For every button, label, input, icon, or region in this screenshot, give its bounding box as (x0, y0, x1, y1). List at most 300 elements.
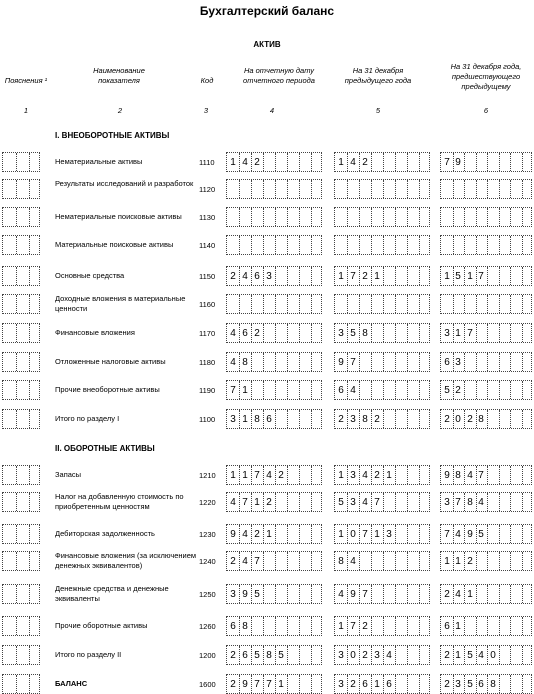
cell-separator (275, 410, 276, 428)
notes-cells[interactable] (2, 524, 40, 544)
cell-separator (407, 353, 408, 371)
cell-separator (299, 646, 300, 664)
previous-year-cells[interactable] (334, 492, 430, 512)
cell-separator (487, 295, 488, 313)
current-period-cells[interactable] (226, 352, 322, 372)
cell-digit: 2 (230, 271, 236, 282)
current-period-cells[interactable] (226, 323, 322, 343)
cell-separator (487, 236, 488, 254)
cell-separator (499, 180, 500, 198)
cell-separator (419, 646, 420, 664)
cell-digit: 1 (242, 385, 248, 396)
cell-digit: 3 (455, 679, 461, 690)
cell-separator (499, 324, 500, 342)
cell-separator (299, 267, 300, 285)
cell-separator (359, 236, 360, 254)
cell-separator (510, 675, 511, 693)
row-code: 1170 (199, 329, 216, 338)
cell-separator (16, 353, 17, 371)
cell-separator (359, 552, 360, 570)
cell-separator (16, 617, 17, 635)
current-period-cells[interactable] (226, 409, 322, 429)
cell-separator (359, 353, 360, 371)
cell-separator (499, 410, 500, 428)
cell-separator (419, 585, 420, 603)
year-before-previous-cells[interactable] (440, 266, 532, 286)
cell-digit: 4 (230, 357, 236, 368)
cell-separator (383, 267, 384, 285)
current-period-cells[interactable] (226, 235, 322, 255)
cell-separator (287, 675, 288, 693)
year-before-previous-cells[interactable] (440, 409, 532, 429)
cell-separator (419, 410, 420, 428)
cell-separator (287, 236, 288, 254)
cell-digit: 2 (374, 414, 380, 425)
row-code: 1120 (199, 185, 216, 194)
notes-cells[interactable] (2, 266, 40, 286)
cell-separator (239, 208, 240, 226)
year-before-previous-cells[interactable] (440, 551, 532, 571)
cell-digit: 4 (362, 470, 368, 481)
cell-separator (510, 617, 511, 635)
cell-digit: 7 (242, 497, 248, 508)
row-code: 1150 (199, 272, 216, 281)
previous-year-cells[interactable] (334, 465, 430, 485)
cell-digit: 9 (350, 589, 356, 600)
cell-separator (16, 208, 17, 226)
cell-separator (311, 585, 312, 603)
cell-digit: 7 (362, 589, 368, 600)
cell-digit: 1 (374, 271, 380, 282)
cell-separator (29, 295, 30, 313)
cell-separator (311, 267, 312, 285)
cell-separator (263, 153, 264, 171)
cell-separator (510, 180, 511, 198)
notes-cells[interactable] (2, 152, 40, 172)
cell-separator (287, 353, 288, 371)
previous-year-cells[interactable] (334, 616, 430, 636)
previous-year-cells[interactable] (334, 352, 430, 372)
cell-separator (522, 353, 523, 371)
cell-digit: 2 (230, 556, 236, 567)
cell-separator (407, 585, 408, 603)
cell-separator (383, 552, 384, 570)
year-before-previous-cells[interactable] (440, 323, 532, 343)
row-code: 1210 (199, 471, 216, 480)
year-before-previous-cells[interactable] (440, 152, 532, 172)
year-before-previous-cells[interactable] (440, 584, 532, 604)
cell-separator (16, 493, 17, 511)
cell-separator (522, 381, 523, 399)
cell-separator (383, 236, 384, 254)
cell-digit: 1 (338, 157, 344, 168)
current-period-cells[interactable] (226, 179, 322, 199)
previous-year-cells[interactable] (334, 584, 430, 604)
cell-separator (311, 646, 312, 664)
cell-separator (275, 324, 276, 342)
current-period-cells[interactable] (226, 492, 322, 512)
column-number-3: 3 (203, 106, 209, 115)
row-label: БАЛАНС (55, 679, 88, 688)
cell-separator (499, 552, 500, 570)
cell-separator (287, 180, 288, 198)
cell-digit: 7 (230, 385, 236, 396)
cell-digit: 2 (444, 650, 450, 661)
cell-separator (371, 295, 372, 313)
cell-separator (299, 585, 300, 603)
cell-digit: 4 (350, 157, 356, 168)
cell-separator (419, 466, 420, 484)
cell-digit: 6 (242, 328, 248, 339)
cell-digit: 5 (478, 529, 484, 540)
notes-cells[interactable] (2, 465, 40, 485)
cell-separator (311, 353, 312, 371)
column-number-2: 2 (117, 106, 123, 115)
row-code: 1100 (199, 415, 216, 424)
cell-separator (29, 617, 30, 635)
cell-digit: 2 (374, 470, 380, 481)
cell-separator (239, 236, 240, 254)
year-before-previous-cells[interactable] (440, 207, 532, 227)
cell-separator (275, 381, 276, 399)
year-before-previous-cells[interactable] (440, 616, 532, 636)
cell-separator (464, 236, 465, 254)
cell-digit: 8 (242, 357, 248, 368)
previous-year-cells[interactable] (334, 645, 430, 665)
year-before-previous-cells[interactable] (440, 645, 532, 665)
previous-year-cells[interactable] (334, 409, 430, 429)
cell-digit: 2 (444, 679, 450, 690)
cell-separator (499, 466, 500, 484)
cell-separator (419, 525, 420, 543)
row-label: Налог на добавленную стоимость по приобретенным ценностям (55, 492, 184, 511)
year-before-previous-cells[interactable] (440, 524, 532, 544)
cell-separator (510, 324, 511, 342)
cell-digit: 1 (444, 556, 450, 567)
row-label: Запасы (55, 470, 82, 479)
cell-digit: 1 (455, 650, 461, 661)
cell-digit: 2 (362, 271, 368, 282)
cell-separator (487, 493, 488, 511)
current-period-cells[interactable] (226, 380, 322, 400)
cell-separator (263, 552, 264, 570)
cell-digit: 7 (254, 470, 260, 481)
row-label: Итого по разделу I (55, 414, 120, 423)
cell-digit: 1 (230, 470, 236, 481)
cell-separator (522, 208, 523, 226)
cell-separator (407, 267, 408, 285)
cell-separator (251, 353, 252, 371)
cell-separator (395, 525, 396, 543)
row-label: Нематериальные активы (55, 157, 143, 166)
cell-separator (275, 295, 276, 313)
notes-cells[interactable] (2, 645, 40, 665)
cell-separator (251, 381, 252, 399)
cell-separator (251, 208, 252, 226)
cell-separator (299, 236, 300, 254)
cell-digit: 4 (266, 470, 272, 481)
current-period-cells[interactable] (226, 584, 322, 604)
notes-cells[interactable] (2, 179, 40, 199)
cell-digit: 1 (455, 621, 461, 632)
cell-separator (522, 493, 523, 511)
previous-year-cells[interactable] (334, 674, 430, 694)
cell-separator (29, 353, 30, 371)
cell-separator (251, 617, 252, 635)
current-period-cells[interactable] (226, 616, 322, 636)
column-number-1: 1 (23, 106, 29, 115)
cell-separator (275, 153, 276, 171)
year-before-previous-cells[interactable] (440, 674, 532, 694)
cell-separator (16, 324, 17, 342)
cell-digit: 4 (242, 271, 248, 282)
notes-cells[interactable] (2, 380, 40, 400)
current-period-cells[interactable] (226, 674, 322, 694)
previous-year-cells[interactable] (334, 179, 430, 199)
cell-digit: 3 (455, 357, 461, 368)
cell-separator (383, 180, 384, 198)
year-before-previous-cells[interactable] (440, 235, 532, 255)
cell-digit: 4 (242, 556, 248, 567)
cell-digit: 7 (362, 529, 368, 540)
year-before-previous-cells[interactable] (440, 179, 532, 199)
cell-separator (299, 353, 300, 371)
cell-digit: 3 (338, 650, 344, 661)
cell-separator (464, 153, 465, 171)
cell-separator (419, 493, 420, 511)
previous-year-cells[interactable] (334, 294, 430, 314)
cell-digit: 4 (386, 650, 392, 661)
cell-separator (476, 208, 477, 226)
cell-separator (311, 617, 312, 635)
current-period-cells[interactable] (226, 524, 322, 544)
cell-digit: 4 (467, 470, 473, 481)
notes-cells[interactable] (2, 235, 40, 255)
year-before-previous-cells[interactable] (440, 465, 532, 485)
cell-separator (510, 493, 511, 511)
cell-separator (407, 675, 408, 693)
cell-digit: 6 (254, 271, 260, 282)
year-before-previous-cells[interactable] (440, 492, 532, 512)
cell-digit: 4 (242, 157, 248, 168)
current-period-cells[interactable] (226, 294, 322, 314)
cell-separator (476, 180, 477, 198)
cell-digit: 3 (350, 497, 356, 508)
cell-separator (499, 617, 500, 635)
cell-separator (29, 466, 30, 484)
notes-cells[interactable] (2, 207, 40, 227)
current-period-cells[interactable] (226, 207, 322, 227)
cell-digit: 5 (338, 497, 344, 508)
notes-cells[interactable] (2, 294, 40, 314)
cell-digit: 5 (467, 679, 473, 690)
cell-separator (464, 381, 465, 399)
cell-separator (263, 585, 264, 603)
notes-cells[interactable] (2, 616, 40, 636)
cell-separator (29, 525, 30, 543)
current-period-cells[interactable] (226, 152, 322, 172)
previous-year-cells[interactable] (334, 524, 430, 544)
cell-separator (510, 295, 511, 313)
cell-digit: 1 (278, 679, 284, 690)
current-period-cells[interactable] (226, 465, 322, 485)
cell-digit: 1 (338, 621, 344, 632)
cell-separator (395, 646, 396, 664)
cell-digit: 2 (362, 157, 368, 168)
cell-separator (263, 381, 264, 399)
notes-cells[interactable] (2, 584, 40, 604)
cell-separator (239, 180, 240, 198)
cell-digit: 7 (444, 529, 450, 540)
cell-digit: 3 (338, 679, 344, 690)
cell-separator (464, 353, 465, 371)
year-before-previous-cells[interactable] (440, 352, 532, 372)
cell-separator (407, 617, 408, 635)
cell-digit: 4 (338, 589, 344, 600)
cell-digit: 8 (362, 414, 368, 425)
previous-year-cells[interactable] (334, 266, 430, 286)
cell-separator (407, 324, 408, 342)
cell-separator (407, 381, 408, 399)
cell-separator (510, 153, 511, 171)
header-indicator-name: Наименование показателя (93, 66, 145, 85)
cell-digit: 1 (374, 679, 380, 690)
cell-separator (419, 353, 420, 371)
notes-cells[interactable] (2, 492, 40, 512)
cell-digit: 1 (455, 556, 461, 567)
cell-separator (395, 552, 396, 570)
cell-separator (499, 267, 500, 285)
previous-year-cells[interactable] (334, 152, 430, 172)
row-code: 1180 (199, 358, 216, 367)
cell-separator (395, 410, 396, 428)
cell-digit: 6 (478, 679, 484, 690)
cell-digit: 5 (455, 271, 461, 282)
cell-separator (395, 617, 396, 635)
cell-separator (16, 675, 17, 693)
cell-separator (487, 585, 488, 603)
cell-separator (407, 180, 408, 198)
cell-separator (311, 675, 312, 693)
cell-digit: 1 (374, 529, 380, 540)
cell-separator (383, 208, 384, 226)
cell-digit: 8 (490, 679, 496, 690)
section-current-assets: II. ОБОРОТНЫЕ АКТИВЫ (55, 444, 155, 453)
cell-digit: 7 (444, 157, 450, 168)
cell-separator (487, 617, 488, 635)
cell-digit: 2 (362, 621, 368, 632)
cell-separator (275, 180, 276, 198)
cell-separator (383, 493, 384, 511)
cell-separator (311, 153, 312, 171)
cell-separator (407, 525, 408, 543)
cell-separator (16, 267, 17, 285)
page-subtitle: АКТИВ (253, 40, 281, 49)
notes-cells[interactable] (2, 674, 40, 694)
cell-separator (383, 410, 384, 428)
cell-separator (29, 208, 30, 226)
cell-separator (499, 493, 500, 511)
notes-cells[interactable] (2, 352, 40, 372)
cell-separator (29, 493, 30, 511)
row-label: Финансовые вложения (за исключением денежных эквивалентов) (55, 551, 197, 570)
cell-separator (499, 208, 500, 226)
cell-digit: 2 (254, 529, 260, 540)
cell-separator (476, 552, 477, 570)
current-period-cells[interactable] (226, 645, 322, 665)
previous-year-cells[interactable] (334, 380, 430, 400)
cell-separator (371, 552, 372, 570)
year-before-previous-cells[interactable] (440, 294, 532, 314)
cell-separator (419, 295, 420, 313)
cell-digit: 8 (338, 556, 344, 567)
cell-separator (476, 353, 477, 371)
cell-digit: 1 (467, 589, 473, 600)
notes-cells[interactable] (2, 551, 40, 571)
notes-cells[interactable] (2, 323, 40, 343)
column-number-6: 6 (483, 106, 489, 115)
cell-digit: 1 (242, 470, 248, 481)
cell-separator (487, 525, 488, 543)
cell-separator (510, 525, 511, 543)
year-before-previous-cells[interactable] (440, 380, 532, 400)
row-code: 1260 (199, 622, 216, 631)
cell-separator (311, 410, 312, 428)
cell-separator (29, 324, 30, 342)
cell-separator (464, 180, 465, 198)
header-year-before-previous: На 31 декабря года, предшествующего предыдущему (450, 62, 522, 91)
notes-cells[interactable] (2, 409, 40, 429)
cell-digit: 2 (254, 328, 260, 339)
cell-separator (510, 267, 511, 285)
cell-digit: 7 (374, 497, 380, 508)
previous-year-cells[interactable] (334, 323, 430, 343)
cell-digit: 0 (350, 650, 356, 661)
cell-digit: 9 (338, 357, 344, 368)
cell-digit: 8 (254, 414, 260, 425)
cell-separator (522, 267, 523, 285)
cell-separator (499, 381, 500, 399)
cell-digit: 2 (338, 414, 344, 425)
cell-separator (275, 208, 276, 226)
previous-year-cells[interactable] (334, 235, 430, 255)
cell-separator (487, 466, 488, 484)
cell-separator (299, 180, 300, 198)
previous-year-cells[interactable] (334, 551, 430, 571)
cell-digit: 6 (444, 357, 450, 368)
previous-year-cells[interactable] (334, 207, 430, 227)
cell-separator (287, 153, 288, 171)
header-notes: Пояснения ¹ (4, 76, 48, 85)
section-noncurrent-assets: I. ВНЕОБОРОТНЫЕ АКТИВЫ (55, 131, 170, 140)
current-period-cells[interactable] (226, 551, 322, 571)
cell-separator (263, 617, 264, 635)
column-number-5: 5 (375, 106, 381, 115)
cell-digit: 6 (386, 679, 392, 690)
current-period-cells[interactable] (226, 266, 322, 286)
cell-separator (299, 552, 300, 570)
cell-separator (263, 295, 264, 313)
cell-separator (476, 236, 477, 254)
cell-separator (395, 466, 396, 484)
cell-digit: 2 (278, 470, 284, 481)
cell-digit: 7 (455, 497, 461, 508)
cell-separator (311, 466, 312, 484)
cell-digit: 8 (467, 497, 473, 508)
cell-separator (311, 208, 312, 226)
cell-digit: 4 (230, 497, 236, 508)
cell-digit: 7 (254, 679, 260, 690)
